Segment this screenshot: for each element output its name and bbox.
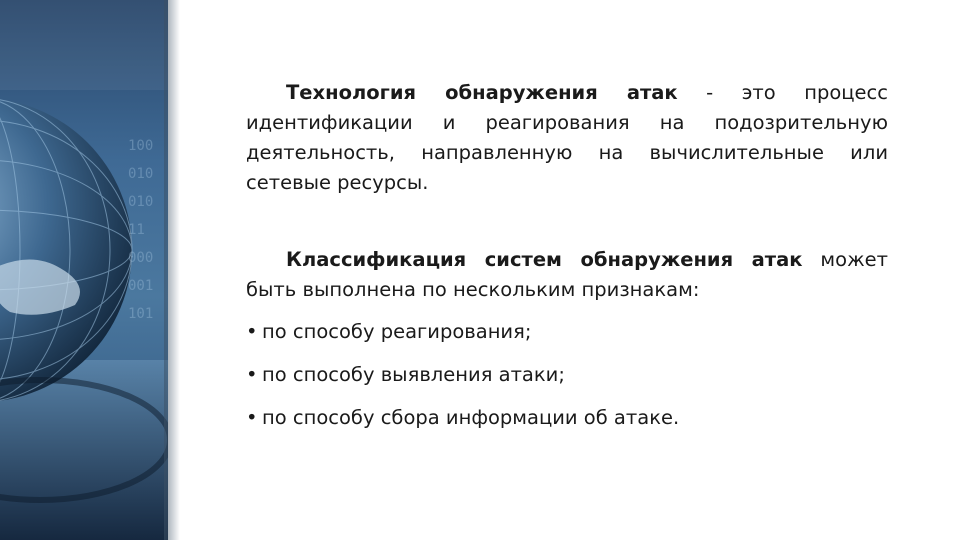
list-item-text: по способу выявления атаки;: [262, 363, 565, 386]
bullet-icon: •: [246, 320, 258, 343]
classification-list: [246, 317, 888, 433]
svg-text:000: 000: [128, 250, 154, 266]
svg-text:010: 010: [128, 166, 154, 182]
svg-text:11: 11: [128, 222, 145, 238]
svg-text:001: 001: [128, 278, 154, 294]
classification-paragraph: [246, 245, 888, 305]
list-item-text: по способу реагирования;: [262, 320, 532, 343]
list-item: [246, 317, 888, 347]
list-item-text: по способу сбора информации об атаке.: [262, 406, 680, 429]
list-item: [246, 403, 888, 433]
svg-text:010: 010: [128, 194, 154, 210]
definition-text: - это процесс идентификации и реагирования на подозрительную деятельность, направленную на вычислительные или сетевые ресурсы.: [246, 81, 888, 194]
image-edge-shadow: [164, 0, 180, 540]
svg-text:100: 100: [128, 138, 154, 154]
svg-text:101: 101: [128, 306, 154, 322]
bullet-icon: •: [246, 363, 258, 386]
slide-text-body: [246, 78, 888, 446]
definition-paragraph: [246, 78, 888, 198]
bullet-icon: •: [246, 406, 258, 429]
classification-term: Классификация систем обнаружения атак: [286, 248, 803, 271]
classification-text: может быть выполнена по нескольким признакам:: [246, 248, 889, 301]
list-item: [246, 360, 888, 390]
definition-term: Технология обнаружения атак: [286, 81, 678, 104]
globe-icon: [0, 0, 168, 540]
globe-decorative-image: [0, 0, 168, 540]
